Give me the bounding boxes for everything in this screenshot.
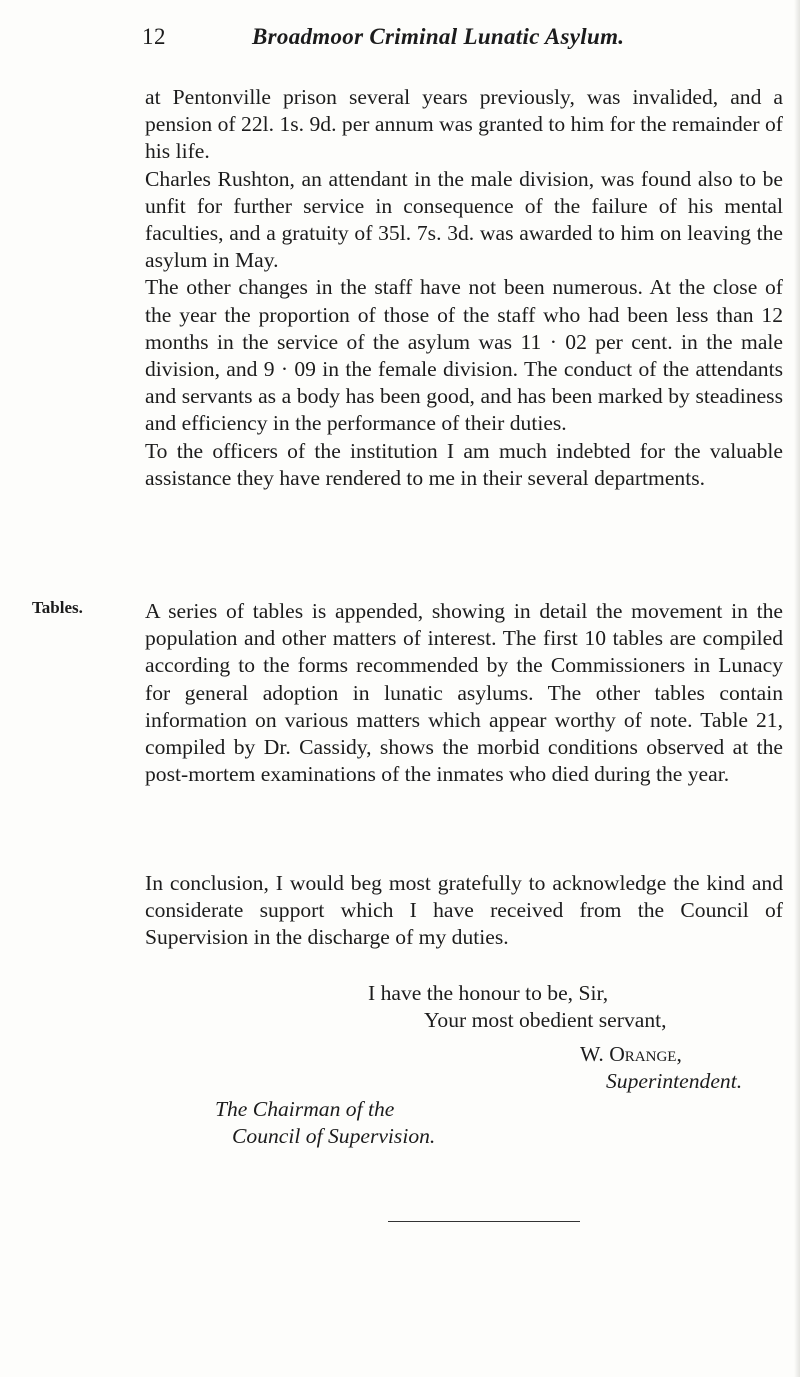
closing-rule <box>388 1221 580 1222</box>
closing-line-honour: I have the honour to be, Sir, <box>368 981 609 1005</box>
addressee-line-2: Council of Supervision. <box>232 1124 436 1148</box>
page-number: 12 <box>142 24 166 49</box>
addressee-line-1: The Chairman of the <box>215 1097 395 1121</box>
body-text-block-2 <box>145 598 783 788</box>
paragraph-staff-changes: The other changes in the staff have not been numerous. At the close of the year the proportion of those of the staff who had been less than 12 months in the service of the asylum was 11 · 02 per cent. in the male division, and 9 · 09 in the female division. The conduct of the attendants and servants as a body has been good, and has been marked by steadiness and efficiency in the performance of their duties. <box>145 275 783 436</box>
body-text-block-3 <box>145 870 783 952</box>
signature-name: W. Orange, <box>580 1042 682 1066</box>
margin-note-tables: Tables. <box>32 598 83 617</box>
running-title: Broadmoor Criminal Lunatic Asylum. <box>252 24 625 49</box>
paragraph-conclusion: In conclusion, I would beg most gratefully to acknowledge the kind and considerate support which I have received from the Council of Supervision in the discharge of my duties. <box>145 871 783 950</box>
signature-title: Superintendent. <box>606 1069 743 1093</box>
paragraph-rushton: Charles Rushton, an attendant in the male division, was found also to be unfit for further service in consequence of the failure of his mental faculties, and a gratuity of 35l. 7s. 3d. was awarded to him on leaving the asylum in May. <box>145 166 783 273</box>
closing-line-servant: Your most obedient servant, <box>424 1008 667 1032</box>
paragraph-tables: A series of tables is appended, showing in detail the movement in the population and other matters of interest. The first 10 tables are compiled according to the forms recommended by the Commissioners in Lunacy for general adoption in lunatic asylums. The other tables contain information on various matters which appear worthy of note. Table 21, compiled by Dr. Cassidy, shows the morbid conditions observed at the post-mortem examinations of the inmates who died during the year. <box>145 599 783 787</box>
paragraph-officers: To the officers of the institution I am much indebted for the valuable assistance they have rendered to me in their several departments. <box>145 438 783 490</box>
paragraph-pension: at Pentonville prison several years previously, was invalided, and a pension of 22l. 1s. 9d. per annum was granted to him for the remainder of his life. <box>145 85 783 164</box>
body-text-block-1 <box>145 84 783 492</box>
page-edge-shadow <box>794 0 800 1377</box>
